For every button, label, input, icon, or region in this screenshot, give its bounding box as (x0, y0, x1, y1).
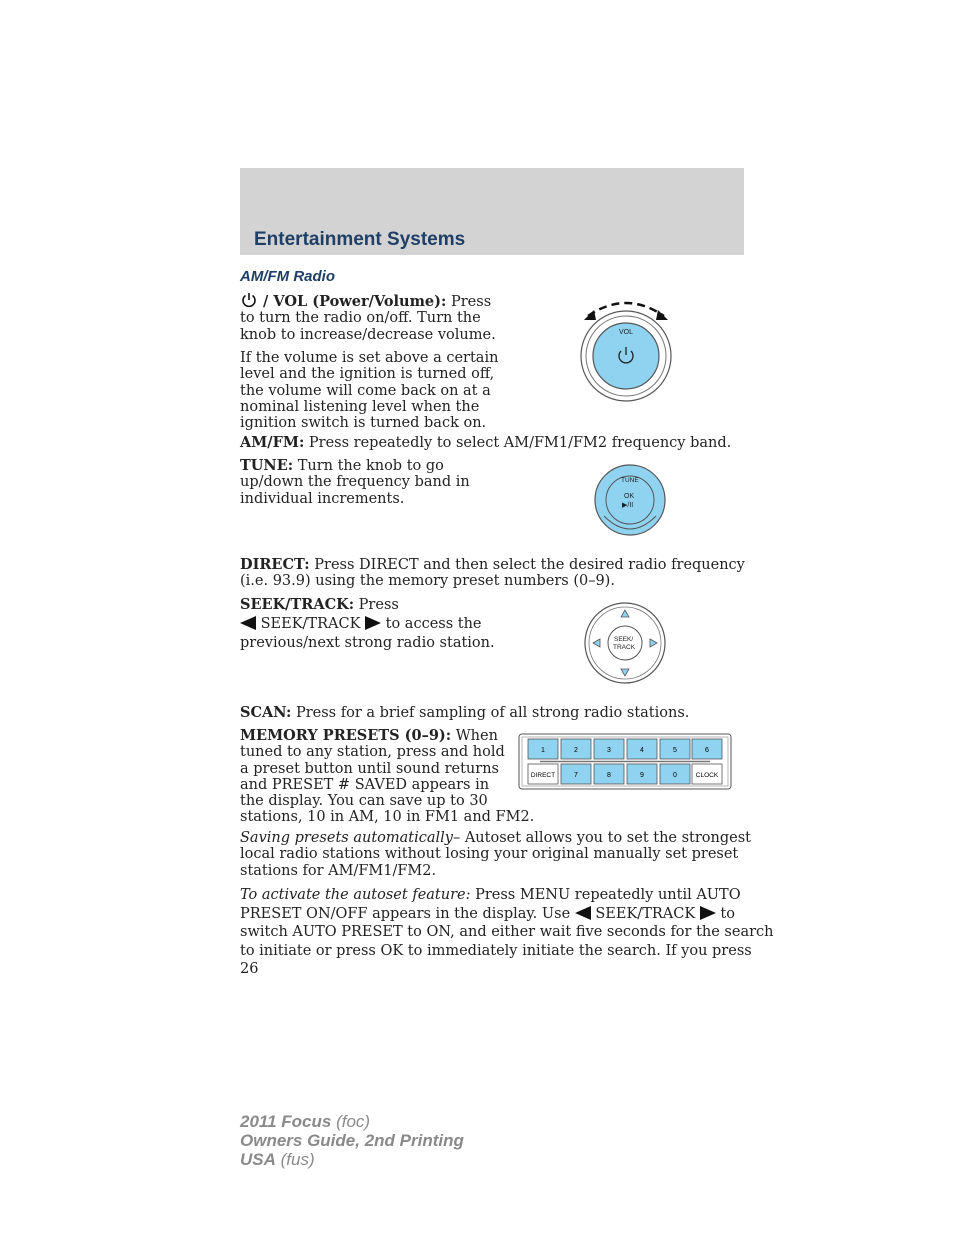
presets-line: and PRESET # SAVED appears in (240, 776, 490, 793)
preset-key (594, 764, 624, 784)
vol-para2-line: the volume will come back on at a (240, 382, 491, 399)
activate-paragraph (240, 886, 774, 960)
seek-button-label-2: TRACK (613, 644, 636, 651)
tune-paragraph (240, 458, 470, 507)
presets-line: the display. You can save up to 30 (240, 793, 488, 810)
direct-paragraph (240, 557, 745, 590)
tune-knob-label: TUNE (621, 477, 639, 484)
vol-text-1: Press (446, 294, 492, 310)
seek-left-arrow-icon (240, 616, 256, 630)
autoset-paragraph (240, 830, 751, 879)
presets-line: tuned to any station, press and hold (240, 744, 505, 761)
power-icon (240, 292, 258, 308)
tune-label: TUNE: (240, 457, 294, 474)
activate-text-4: to initiate or press OK to immediately initiate the search. If you press (240, 942, 752, 959)
presets-text-1: When (451, 728, 498, 744)
ok-label: OK (624, 493, 635, 500)
seek-text-mid: SEEK/TRACK (256, 616, 366, 632)
chapter-title: Entertainment Systems (254, 229, 466, 250)
activate-text-2c: to (715, 905, 735, 922)
preset-key-label: DIRECT (530, 772, 556, 779)
presets-line: stations, 10 in AM, 10 in FM1 and FM2. (240, 809, 535, 826)
seek-button-label-1: SEEK/ (614, 636, 634, 643)
activate-italic: To activate the autoset feature: (240, 887, 471, 903)
vol-label: / VOL (Power/Volume): (258, 293, 447, 310)
preset-key (660, 764, 690, 784)
preset-key-label: 3 (607, 747, 611, 754)
preset-key-label: 4 (640, 747, 644, 754)
seek-left-arrow-icon (575, 906, 591, 920)
vol-knob-label: VOL (619, 329, 634, 336)
seek-paragraph (240, 595, 495, 653)
tune-text-2: up/down the frequency band in (240, 474, 470, 491)
preset-key (660, 739, 690, 759)
vol-text-2: to turn the radio on/off. Turn the (240, 310, 481, 327)
footer-guide: Owners Guide, 2nd Printing (240, 1131, 464, 1150)
preset-keypad-illustration (518, 733, 733, 790)
preset-key (561, 764, 591, 784)
preset-key (528, 739, 558, 759)
footer-market-code: (fus) (275, 1150, 315, 1169)
autoset-italic: Saving presets automatically (240, 830, 453, 846)
preset-key-label: CLOCK (695, 772, 719, 779)
preset-key (627, 764, 657, 784)
seek-text-1: Press (354, 597, 399, 613)
seek-text-3: previous/next strong radio station. (240, 635, 495, 651)
preset-key (594, 739, 624, 759)
preset-key-label: 9 (640, 772, 644, 779)
preset-key-label: 5 (673, 747, 677, 754)
footer-model-code: (foc) (331, 1112, 371, 1131)
autoset-text-2: local radio stations without losing your original manually set preset (240, 846, 739, 863)
preset-key (692, 739, 722, 759)
play-pause-label: ▶/II (622, 502, 634, 509)
preset-key-label: 1 (541, 747, 545, 754)
direct-label: DIRECT: (240, 556, 310, 573)
seek-label: SEEK/TRACK: (240, 596, 355, 613)
activate-text-2a: PRESET ON/OFF appears in the display. Use (240, 905, 575, 922)
vol-para2-line: nominal listening level when the (240, 398, 480, 415)
preset-key-label: 8 (607, 772, 611, 779)
tune-knob-illustration (590, 462, 670, 538)
document-footer (240, 1112, 464, 1169)
presets-label: MEMORY PRESETS (0–9): (240, 727, 452, 744)
preset-key-label: 2 (574, 747, 578, 754)
tune-text-3: individual increments. (240, 490, 405, 507)
direct-text-2: (i.e. 93.9) using the memory preset numbers (0–9). (240, 573, 615, 590)
amfm-label: AM/FM: (240, 434, 305, 451)
vol-paragraph (240, 292, 496, 343)
section-title: AM/FM Radio (240, 268, 335, 285)
vol-paragraph-2 (240, 350, 498, 431)
scan-label: SCAN: (240, 704, 292, 721)
activate-text-1: Press MENU repeatedly until AUTO (470, 887, 741, 903)
direct-key (528, 764, 558, 784)
seek-text-end: to access the (381, 616, 482, 632)
volume-knob-illustration (574, 294, 678, 406)
preset-key-label: 7 (574, 772, 578, 779)
preset-key (561, 739, 591, 759)
preset-key (627, 739, 657, 759)
amfm-text: Press repeatedly to select AM/FM1/FM2 frequency band. (304, 435, 732, 451)
vol-para2-line: If the volume is set above a certain (240, 350, 499, 366)
clock-key (692, 764, 722, 784)
amfm-paragraph (240, 435, 731, 451)
activate-text-2b: SEEK/TRACK (590, 905, 700, 922)
tune-text-1: Turn the knob to go (293, 458, 444, 474)
footer-market: USA (240, 1150, 276, 1169)
seek-track-illustration (582, 600, 668, 686)
scan-text: Press for a brief sampling of all strong radio stations. (291, 705, 690, 721)
autoset-text-1: – Autoset allows you to set the strongest (452, 830, 752, 846)
seek-right-arrow-icon (365, 616, 381, 630)
footer-model: 2011 Focus (240, 1112, 332, 1131)
vol-para2-line: ignition switch is turned back on. (240, 415, 487, 432)
scan-paragraph (240, 705, 689, 721)
vol-text-3: knob to increase/decrease volume. (240, 326, 496, 343)
vol-para2-line: level and the ignition is turned off, (240, 366, 495, 383)
section-header (240, 168, 744, 255)
seek-right-arrow-icon (700, 906, 716, 920)
page-number: 26 (240, 961, 259, 977)
preset-key-label: 0 (673, 772, 677, 779)
autoset-text-3: stations for AM/FM1/FM2. (240, 862, 437, 879)
preset-key-label: 6 (705, 747, 709, 754)
direct-text-1: Press DIRECT and then select the desired radio frequency (309, 557, 745, 573)
presets-line: a preset button until sound returns (240, 760, 499, 777)
presets-paragraph (240, 728, 534, 826)
activate-text-3: switch AUTO PRESET to ON, and either wait five seconds for the search (240, 924, 774, 940)
